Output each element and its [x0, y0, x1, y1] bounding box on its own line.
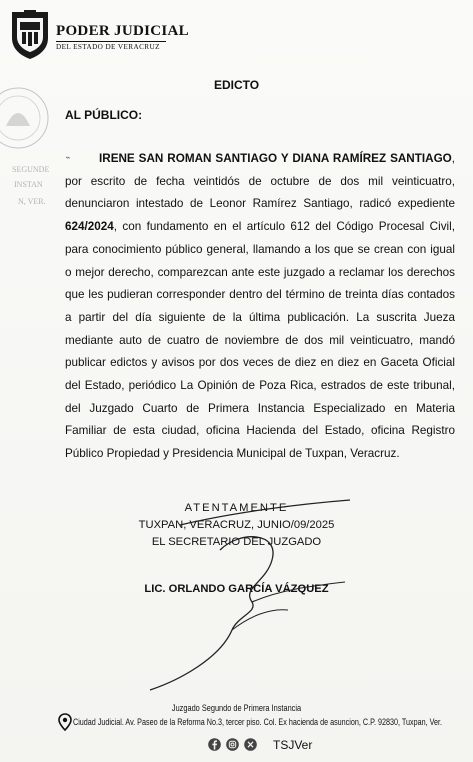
- social-handle[interactable]: TSJVer: [273, 738, 313, 752]
- veracruz-court-seal-icon: [0, 86, 70, 216]
- seal-line-1: SEGUNDE: [12, 165, 50, 174]
- seal-line-3: N, VER.: [18, 197, 46, 206]
- edict-body: [65, 148, 455, 466]
- signer-role: EL SECRETARIO DEL JUZGADO: [151, 536, 322, 548]
- brand-block: [56, 24, 189, 51]
- body-text-part-1: , por escrito de fecha veintidós de octubre de dos mil veinticuatro, denunciaron intestado de Leonor Ramírez Santiago, radicó expediente: [65, 152, 455, 211]
- footer-address: Ciudad Judicial. Av. Paseo de la Reforma No.3, tercer piso. Col. Ex hacienda de asuncion, C.P. 92830, Tuxpan, Ver.: [73, 717, 443, 727]
- seal-line-2: INSTAN: [14, 180, 43, 189]
- place-and-date: TUXPAN, VERACRUZ, JUNIO/09/2025: [138, 519, 335, 531]
- handwritten-signature: [140, 490, 400, 700]
- poder-judicial-logo-icon: [8, 8, 52, 60]
- document-title: EDICTO: [213, 78, 260, 92]
- margin-tick-mark: ˵: [66, 151, 70, 163]
- brand-subtitle: DEL ESTADO DE VERACRUZ: [56, 43, 160, 51]
- closing-line: ATENTAMENTE: [184, 502, 289, 514]
- case-number: 624/2024: [65, 220, 114, 234]
- location-pin-icon: [58, 713, 72, 731]
- audience-heading: AL PÚBLICO:: [65, 108, 143, 122]
- footer-address-block: [58, 713, 468, 733]
- brand-title: PODER JUDICIAL: [56, 23, 189, 39]
- x-icon[interactable]: [244, 738, 257, 751]
- signer-name: LIC. ORLANDO GARCÍA VÁZQUEZ: [144, 583, 329, 595]
- instagram-icon[interactable]: [226, 738, 239, 751]
- parties-names: IRENE SAN ROMAN SANTIAGO Y DIANA RAMÍREZ SANTIAGO: [99, 152, 452, 165]
- facebook-icon[interactable]: [208, 738, 221, 751]
- footer-court-name: Juzgado Segundo de Primera Instancia: [171, 703, 302, 713]
- brand-divider: [56, 41, 166, 42]
- body-text-part-2: , con fundamento en el artículo 612 del Código Procesal Civil, para conocimiento público general, llamando a los que se crean con igual o mejor derecho, comparezcan ante este juzgado a reclamar los derechos que les pudieran corresponder dentro del término de treinta días contados a partir del día siguiente de la última publicación. La suscrita Jueza mediante auto de cuatro de noviembre de dos mil veinticuatro, mandó publicar edictos y avisos por dos veces de diez en diez en Gaceta Oficial del Estado, periódico La Opinión de Poza Rica, estrados de este tribunal, del Juzgado Cuarto de Primera Instancia Especializado en Materia Familiar de esta ciudad, oficina Hacienda del Estado, oficina Registro Público Propiedad y Presidencia Municipal de Tuxpan, Veracruz.: [65, 220, 455, 461]
